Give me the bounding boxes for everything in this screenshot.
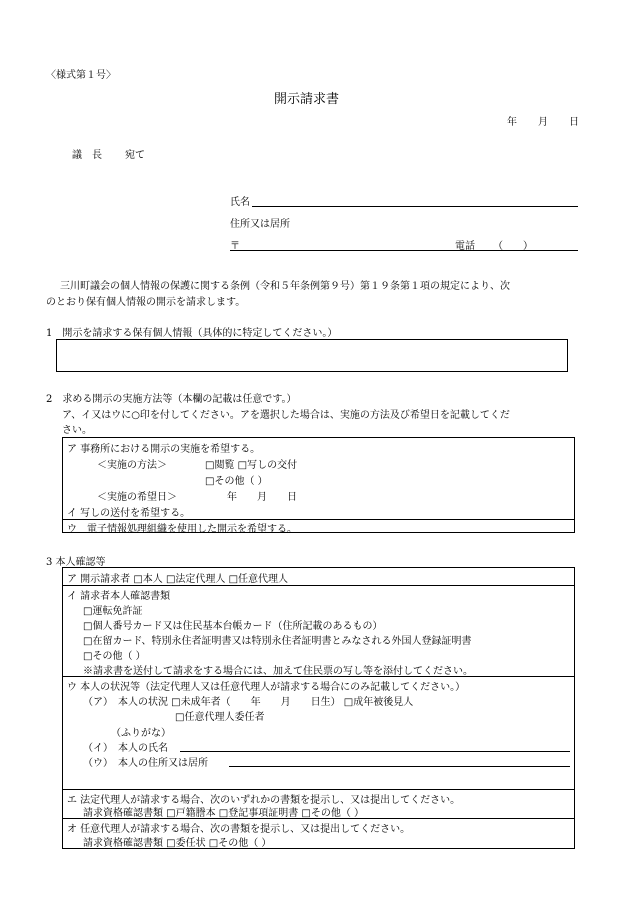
- row-a[interactable]: ア 開示請求者 □本人 □法定代理人 □任意代理人: [67, 574, 289, 585]
- date-year: 年: [507, 117, 517, 128]
- section2-box: [62, 437, 575, 533]
- divider: [63, 789, 574, 790]
- date-day: 日: [569, 117, 579, 128]
- method-other[interactable]: □その他（ ）: [205, 476, 268, 487]
- section3-heading: 3 本人確認等: [46, 557, 106, 568]
- section1-input[interactable]: [56, 339, 568, 372]
- person-name-field[interactable]: [180, 751, 570, 752]
- person-status-delegator[interactable]: □任意代理人委任者: [175, 712, 265, 723]
- section3-table-o: [62, 818, 575, 849]
- page-title: 開示請求書: [274, 92, 340, 107]
- row-u-title: ウ 本人の状況等（法定代理人又は任意代理人が請求する場合にのみ記載してください。）: [67, 682, 466, 693]
- addressee-suffix: 宛て: [125, 150, 145, 161]
- method-options[interactable]: □閲覧 □写しの交付: [205, 460, 298, 471]
- id-doc-residence[interactable]: □在留カード、特別永住者証明書又は特別永住者証明書とみなされる外国人登録証明書: [83, 636, 472, 647]
- address-field[interactable]: [230, 250, 578, 251]
- phone-label: 電話: [455, 241, 475, 252]
- name-field[interactable]: [252, 206, 578, 207]
- section2-heading: 2 求める開示の実施方法等（本欄の記載は任意です。）: [46, 394, 297, 405]
- person-address-field[interactable]: [229, 766, 570, 767]
- name-label: 氏名: [230, 197, 250, 208]
- row-e-docs[interactable]: 請求資格確認書類 □戸籍謄本 □登記事項証明書 □その他（ ）: [83, 808, 365, 819]
- intro-line2: のとおり保有個人情報の開示を請求します。: [46, 297, 246, 308]
- option-c[interactable]: ウ 電子情報処理組織を使用した開示を希望する。: [67, 524, 297, 535]
- section2-note2: さい。: [62, 425, 92, 436]
- option-a[interactable]: ア 事務所における開示の実施を希望する。: [67, 444, 261, 455]
- row-i-title: イ 請求者本人確認書類: [67, 591, 171, 602]
- phone-parens: （ ）: [493, 241, 533, 252]
- row-e-title: エ 法定代理人が請求する場合、次のいずれかの書類を提示し、又は提出してください。: [67, 795, 461, 806]
- address-label: 住所又は居所: [230, 219, 290, 230]
- id-doc-other[interactable]: □その他（ ）: [83, 651, 146, 662]
- method-label: ＜実施の方法＞: [97, 460, 167, 471]
- person-address-label: （ウ） 本人の住所又は居所: [83, 758, 208, 769]
- intro-line1: 三川町議会の個人情報の保護に関する条例（令和５年条例第９号）第１９条第１項の規定により、次: [60, 281, 510, 292]
- section3-table: [62, 567, 575, 819]
- id-doc-note: ※請求書を送付して請求をする場合には、加えて住民票の写し等を添付してください。: [83, 666, 473, 677]
- postal-mark: 〒: [230, 241, 240, 252]
- date-label: ＜実施の希望日＞: [97, 492, 177, 503]
- divider: [63, 676, 574, 677]
- preferred-date[interactable]: 年 月 日: [227, 492, 297, 503]
- addressee-role: 議 長: [72, 150, 102, 161]
- person-name-label: （イ） 本人の氏名: [83, 743, 168, 754]
- option-b[interactable]: イ 写しの送付を希望する。: [67, 508, 191, 519]
- date-month: 月: [538, 117, 548, 128]
- furigana-label: （ふりがな）: [111, 728, 171, 739]
- divider: [63, 585, 574, 586]
- person-status[interactable]: （ア） 本人の状況 □未成年者（ 年 月 日生） □成年被後見人: [83, 697, 414, 708]
- section2-note1: ア、イ又はウに○印を付してください。アを選択した場合は、実施の方法及び希望日を記載してくだ: [62, 410, 510, 421]
- row-o-docs[interactable]: 請求資格確認書類 □委任状 □その他（ ）: [83, 838, 272, 849]
- section1-heading: 1 開示を請求する保有個人情報（具体的に特定してください。）: [46, 328, 338, 339]
- form-number: 〈様式第１号〉: [46, 70, 116, 81]
- row-o-title: オ 任意代理人が請求する場合、次の書類を提示し、又は提出してください。: [67, 824, 411, 835]
- id-doc-mynumber[interactable]: □個人番号カード又は住民基本台帳カード（住所記載のあるもの）: [83, 621, 383, 632]
- id-doc-license[interactable]: □運転免許証: [83, 606, 143, 617]
